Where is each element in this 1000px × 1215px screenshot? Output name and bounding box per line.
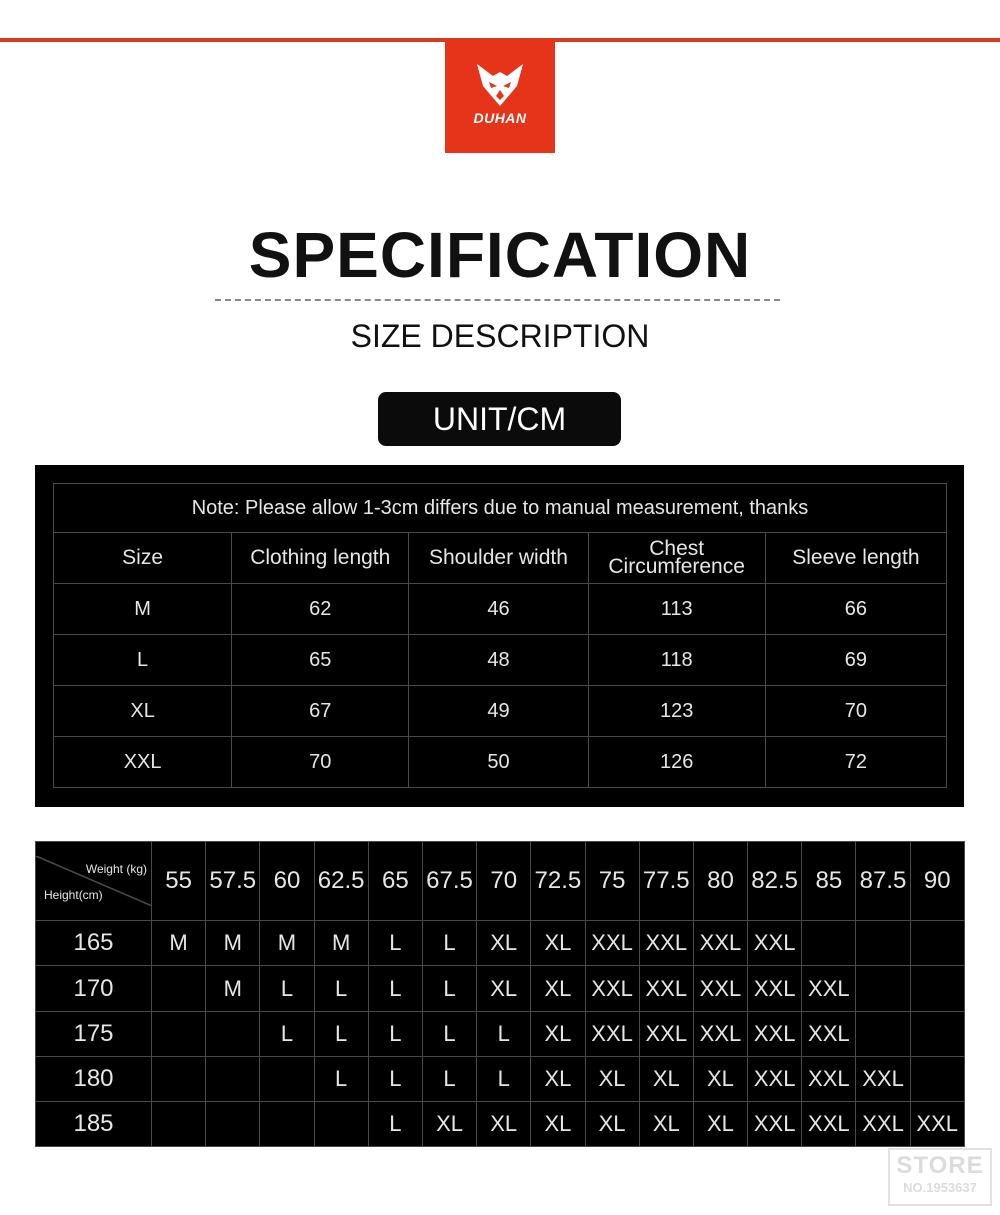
header-cell: Clothing length — [232, 533, 409, 584]
size-fit-cell — [206, 1101, 260, 1146]
size-fit-cell: XXL — [748, 1101, 802, 1146]
table-row — [36, 966, 965, 1011]
weight-axis-label: Weight (kg) — [85, 862, 147, 877]
size-fit-cell: L — [368, 921, 422, 966]
size-fit-cell: XL — [531, 1011, 585, 1056]
weight-header-cell: 75 — [585, 842, 639, 921]
table-cell: 72 — [765, 737, 946, 788]
table-row — [54, 737, 947, 788]
store-watermark — [888, 1148, 992, 1206]
size-fit-cell: M — [206, 966, 260, 1011]
table-cell: 118 — [588, 635, 765, 686]
size-fit-cell: L — [422, 1056, 476, 1101]
size-fit-cell: M — [314, 921, 368, 966]
table-cell: 50 — [409, 737, 588, 788]
size-fit-cell: L — [314, 1056, 368, 1101]
table-cell: 113 — [588, 584, 765, 635]
weight-header-cell: 60 — [260, 842, 314, 921]
weight-header-cell: 87.5 — [856, 842, 910, 921]
weight-header-cell: 57.5 — [206, 842, 260, 921]
header-cell: Sleeve length — [765, 533, 946, 584]
corner-cell — [36, 842, 152, 921]
size-fit-cell: XXL — [856, 1101, 910, 1146]
weight-header-cell: 80 — [693, 842, 747, 921]
table-row — [36, 1056, 965, 1101]
size-fit-cell: XL — [693, 1056, 747, 1101]
unit-badge: UNIT/CM — [378, 392, 621, 446]
size-fit-cell: L — [422, 921, 476, 966]
size-fit-cell: XXL — [748, 921, 802, 966]
height-cell: 185 — [36, 1101, 152, 1146]
size-fit-cell: XXL — [693, 1011, 747, 1056]
weight-header-row — [36, 842, 965, 921]
size-fit-cell: L — [368, 966, 422, 1011]
table-cell: 62 — [232, 584, 409, 635]
size-cell: M — [54, 584, 232, 635]
size-fit-cell — [910, 921, 964, 966]
size-fit-cell: XXL — [802, 1011, 856, 1056]
table-cell: 49 — [409, 686, 588, 737]
size-fit-cell: L — [314, 966, 368, 1011]
size-fit-cell: M — [206, 921, 260, 966]
size-fit-cell: L — [477, 1011, 531, 1056]
size-cell: L — [54, 635, 232, 686]
table-cell: 69 — [765, 635, 946, 686]
table-cell: 66 — [765, 584, 946, 635]
size-fit-cell: XL — [477, 1101, 531, 1146]
height-cell: 170 — [36, 966, 152, 1011]
table-row — [36, 1011, 965, 1056]
table-cell: 67 — [232, 686, 409, 737]
brand-name: DUHAN — [473, 110, 527, 126]
weight-header-cell: 72.5 — [531, 842, 585, 921]
size-fit-cell: XL — [531, 921, 585, 966]
size-fit-cell: L — [260, 966, 314, 1011]
size-fit-cell — [910, 966, 964, 1011]
weight-header-cell: 62.5 — [314, 842, 368, 921]
size-fit-cell: XL — [477, 966, 531, 1011]
size-fit-cell: XXL — [639, 966, 693, 1011]
size-fit-cell — [856, 966, 910, 1011]
size-table-panel — [35, 465, 964, 807]
fit-chart-panel — [35, 841, 964, 1147]
size-fit-cell: XL — [585, 1101, 639, 1146]
size-fit-cell: XL — [585, 1056, 639, 1101]
size-fit-cell — [152, 1101, 206, 1146]
size-fit-cell: L — [477, 1056, 531, 1101]
size-fit-cell — [910, 1056, 964, 1101]
size-fit-cell — [152, 1011, 206, 1056]
fox-icon — [475, 62, 525, 108]
size-fit-cell: XXL — [585, 966, 639, 1011]
table-row — [36, 1101, 965, 1146]
size-fit-cell — [152, 966, 206, 1011]
table-cell: 70 — [765, 686, 946, 737]
watermark-line1: STORE — [896, 1152, 984, 1179]
fit-chart-table — [35, 841, 965, 1147]
size-fit-cell — [206, 1011, 260, 1056]
weight-header-cell: 55 — [152, 842, 206, 921]
size-fit-cell: XL — [639, 1056, 693, 1101]
weight-header-cell: 77.5 — [639, 842, 693, 921]
size-fit-cell: XXL — [748, 1011, 802, 1056]
page-subtitle: SIZE DESCRIPTION — [350, 318, 650, 354]
height-axis-label: Height(cm) — [44, 888, 103, 903]
size-fit-cell: L — [422, 966, 476, 1011]
table-row — [36, 921, 965, 966]
table-cell: 48 — [409, 635, 588, 686]
size-fit-cell: XXL — [639, 921, 693, 966]
size-fit-cell: L — [314, 1011, 368, 1056]
size-fit-cell: XXL — [802, 1101, 856, 1146]
size-fit-cell: XXL — [910, 1101, 964, 1146]
size-fit-cell — [260, 1101, 314, 1146]
weight-header-cell: 85 — [802, 842, 856, 921]
size-fit-cell: L — [422, 1011, 476, 1056]
table-row — [54, 686, 947, 737]
table-cell: 70 — [232, 737, 409, 788]
size-fit-cell: XXL — [585, 1011, 639, 1056]
size-fit-cell — [260, 1056, 314, 1101]
header-cell: Chest Circumference — [588, 533, 765, 584]
weight-header-cell: 70 — [477, 842, 531, 921]
size-fit-cell: XXL — [693, 921, 747, 966]
size-fit-cell — [910, 1011, 964, 1056]
size-fit-cell — [152, 1056, 206, 1101]
weight-header-cell: 67.5 — [422, 842, 476, 921]
size-table-header — [54, 533, 947, 584]
table-cell: 123 — [588, 686, 765, 737]
table-row — [54, 635, 947, 686]
size-fit-cell: XL — [477, 921, 531, 966]
size-fit-cell: XXL — [856, 1056, 910, 1101]
brand-logo — [445, 40, 555, 153]
size-fit-cell: XXL — [693, 966, 747, 1011]
size-cell: XL — [54, 686, 232, 737]
size-fit-cell: XL — [531, 966, 585, 1011]
page-title: SPECIFICATION — [248, 219, 752, 291]
size-fit-cell: L — [260, 1011, 314, 1056]
size-fit-cell: M — [260, 921, 314, 966]
size-fit-cell: XL — [531, 1101, 585, 1146]
size-fit-cell: XXL — [639, 1011, 693, 1056]
table-cell: 46 — [409, 584, 588, 635]
measurement-note: Note: Please allow 1-3cm differs due to manual measurement, thanks — [54, 484, 947, 533]
size-fit-cell — [856, 921, 910, 966]
size-fit-cell: XL — [639, 1101, 693, 1146]
size-fit-cell: M — [152, 921, 206, 966]
table-cell: 126 — [588, 737, 765, 788]
size-fit-cell: XL — [422, 1101, 476, 1146]
size-fit-cell — [206, 1056, 260, 1101]
header-cell: Size — [54, 533, 232, 584]
size-fit-cell: XXL — [802, 1056, 856, 1101]
dashed-divider — [215, 299, 780, 301]
size-fit-cell — [802, 921, 856, 966]
watermark-line2: NO.1953637 — [903, 1180, 977, 1195]
height-cell: 165 — [36, 921, 152, 966]
size-fit-cell: L — [368, 1101, 422, 1146]
size-fit-cell — [314, 1101, 368, 1146]
size-fit-cell: XXL — [802, 966, 856, 1011]
size-fit-cell: XXL — [748, 1056, 802, 1101]
size-fit-cell: XL — [531, 1056, 585, 1101]
size-cell: XXL — [54, 737, 232, 788]
weight-header-cell: 90 — [910, 842, 964, 921]
size-fit-cell — [856, 1011, 910, 1056]
header-cell: Shoulder width — [409, 533, 588, 584]
weight-header-cell: 65 — [368, 842, 422, 921]
table-row — [54, 584, 947, 635]
size-fit-cell: XXL — [585, 921, 639, 966]
weight-header-cell: 82.5 — [748, 842, 802, 921]
size-table — [53, 483, 947, 788]
size-fit-cell: XXL — [748, 966, 802, 1011]
size-fit-cell: XL — [693, 1101, 747, 1146]
height-cell: 180 — [36, 1056, 152, 1101]
size-fit-cell: L — [368, 1011, 422, 1056]
size-fit-cell: L — [368, 1056, 422, 1101]
height-cell: 175 — [36, 1011, 152, 1056]
table-cell: 65 — [232, 635, 409, 686]
